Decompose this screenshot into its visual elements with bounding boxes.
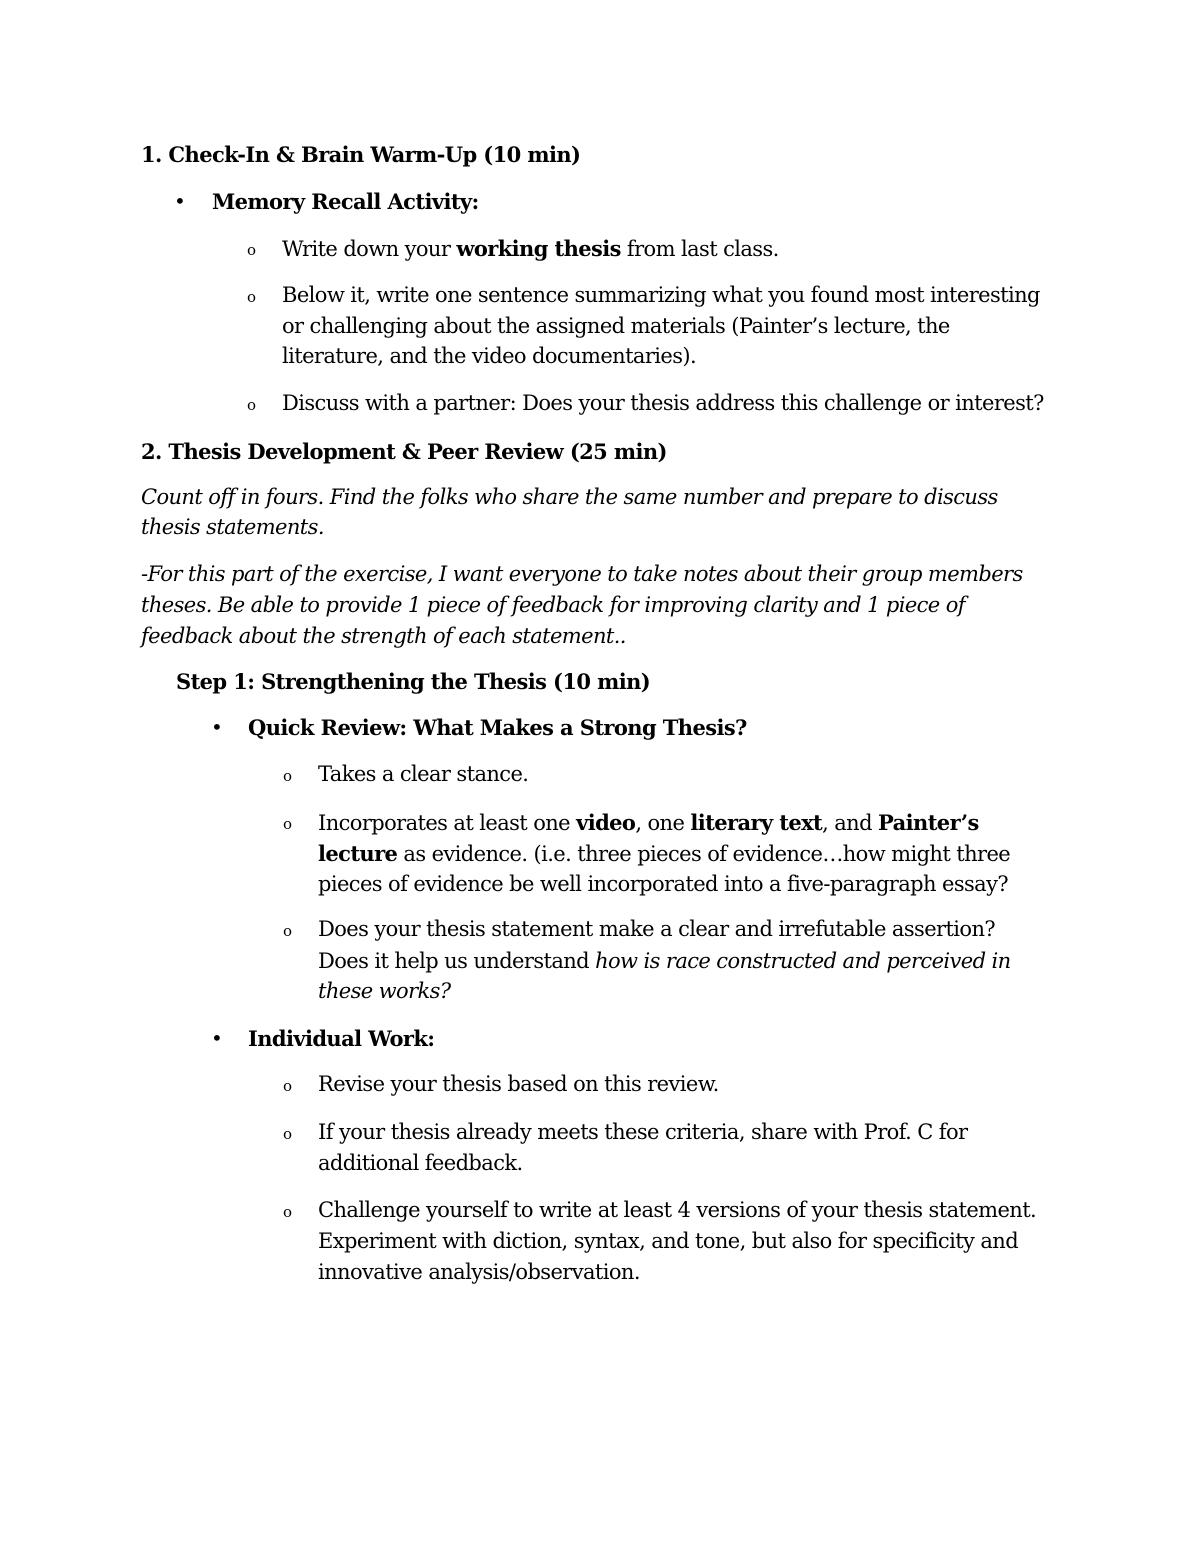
instruction-line: theses. Be able to provide 1 piece of feedback for improving clarity and 1 piece of	[141, 593, 965, 617]
sub-bullet-icon: o	[283, 767, 293, 785]
sub-bullet-icon: o	[247, 241, 257, 259]
step-1-heading: Step 1: Strengthening the Thesis (10 min)	[176, 669, 651, 694]
list-item-line: Experiment with diction, syntax, and tone, but also for specificity and	[318, 1229, 1019, 1253]
sub-bullet-icon: o	[283, 1077, 293, 1095]
list-item-line: literature, and the video documentaries).	[282, 344, 697, 368]
sub-bullet-icon: o	[247, 396, 257, 414]
list-item: Takes a clear stance.	[318, 762, 529, 786]
section-1-heading: 1. Check-In & Brain Warm-Up (10 min)	[141, 142, 581, 167]
list-item-line: innovative analysis/observation.	[318, 1260, 640, 1284]
sub-bullet-icon: o	[283, 1203, 293, 1221]
list-item-line: or challenging about the assigned materials (Painter’s lecture, the	[282, 314, 950, 338]
instruction-line: Count off in fours. Find the folks who share the same number and prepare to discuss	[141, 485, 998, 509]
instruction-line: -For this part of the exercise, I want everyone to take notes about their group members	[141, 562, 1023, 586]
list-item-line: additional feedback.	[318, 1151, 523, 1175]
individual-work-bullet: Individual Work:	[248, 1026, 435, 1051]
list-item-line: Discuss with a partner: Does your thesis address this challenge or interest?	[282, 391, 1044, 415]
list-item-line: Incorporates at least one video, one literary text, and Painter’s	[318, 810, 979, 835]
list-item-line: these works?	[318, 979, 451, 1003]
list-item: Revise your thesis based on this review.	[318, 1072, 719, 1096]
sub-bullet-icon: o	[283, 815, 293, 833]
list-item-line: Does your thesis statement make a clear and irrefutable assertion?	[318, 917, 996, 941]
bullet-icon: •	[211, 1026, 223, 1050]
list-item-line: lecture as evidence. (i.e. three pieces of evidence…how might three	[318, 841, 1011, 866]
instruction-line: thesis statements.	[141, 515, 324, 539]
list-item-line: pieces of evidence be well incorporated into a five-paragraph essay?	[318, 872, 1009, 896]
bullet-icon: •	[174, 189, 186, 213]
list-item-line: Below it, write one sentence summarizing what you found most interesting	[282, 283, 1040, 307]
list-item-line: Challenge yourself to write at least 4 versions of your thesis statement.	[318, 1198, 1037, 1222]
quick-review-bullet: Quick Review: What Makes a Strong Thesis?	[248, 715, 747, 740]
instruction-line: feedback about the strength of each statement..	[141, 624, 626, 648]
list-item: Write down your working thesis from last class.	[282, 236, 779, 261]
sub-bullet-icon: o	[247, 288, 257, 306]
section-2-heading: 2. Thesis Development & Peer Review (25 min)	[141, 439, 667, 464]
memory-recall-bullet: Memory Recall Activity:	[212, 189, 479, 214]
list-item-line: If your thesis already meets these criteria, share with Prof. C for	[318, 1120, 968, 1144]
list-item-line: Does it help us understand how is race constructed and perceived in	[318, 949, 1011, 973]
bullet-icon: •	[211, 715, 223, 739]
sub-bullet-icon: o	[283, 1125, 293, 1143]
sub-bullet-icon: o	[283, 922, 293, 940]
